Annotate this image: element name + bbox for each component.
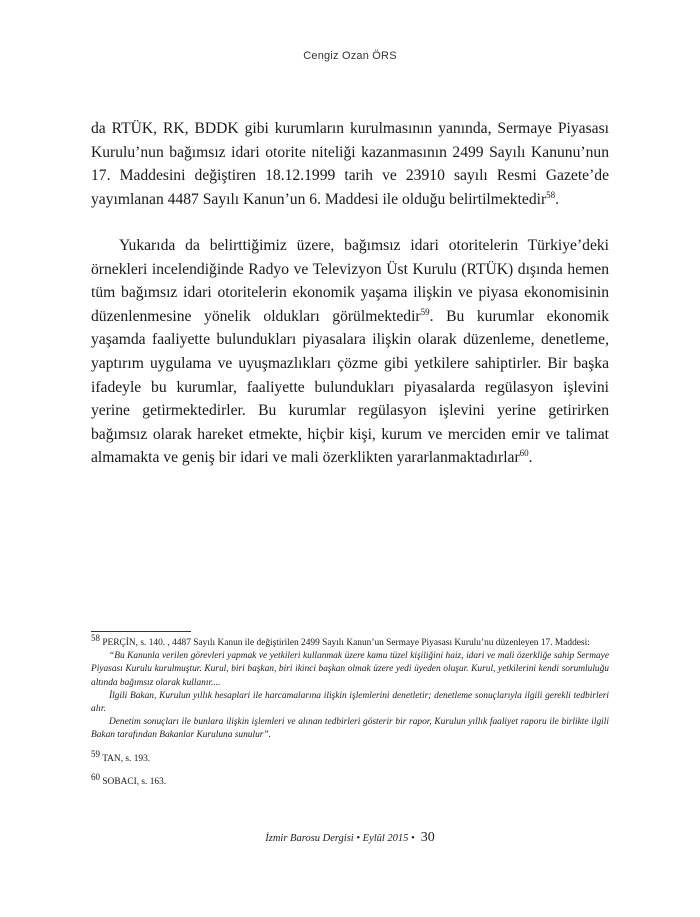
paragraph-1-text: da RTÜK, RK, BDDK gibi kurumların kurulmasının yanında, Sermaye Piyasası Kurulu’nun bağımsız idari otorite niteliği kazanmasının 2499 Sayılı Kanunu’nun 17. Maddesini değiştiren 18.12.1999 tarih ve 23910 sayılı Resmi Gazete’de yayımlanan 4487 Sayılı Kanun’un 6. Maddesi ile olduğu belirtilmektedir: [91, 120, 609, 208]
footnote-separator: [91, 631, 191, 632]
footnote-59: [91, 748, 609, 766]
paragraph-1: [91, 117, 609, 211]
paragraph-2-text-a: Yukarıda da belirttiğimiz üzere, bağımsız idari otoritelerin Türkiye’deki örnekleri incelendiğinde Radyo ve Televizyon Üst Kurulu (RTÜK) dışında hemen tüm bağımsız idari otoritelerin ekonomik yaşama ilişkin ve piyasa ekonomisinin düzenlenmesine yönelik oldukları görülmektedir: [91, 237, 609, 325]
page-number: 30: [420, 830, 435, 845]
footnote-ref-59: 59: [420, 306, 430, 317]
footnote-59-text: TAN, s. 193.: [102, 753, 151, 764]
page-footer: [0, 830, 700, 846]
journal-name: İzmir Barosu Dergisi • Eylül 2015 •: [265, 833, 415, 844]
footnote-60: [91, 771, 609, 789]
footnote-58-quote-2: İlgili Bakan, Kurulun yıllık hesaplari ile harcamalarına ilişkin işlemlerini denetletir; denetleme sonuçlarıyla ilgili gerekli tedbirleri alır.: [91, 690, 609, 715]
footnote-58-number: 58: [91, 632, 100, 643]
footnote-58-quote-1: “Bu Kanunla verilen görevleri yapmak ve yetkileri kullanmak üzere kamu tüzel kişiliğini haiz, idari ve mali özerkliğe sahip Sermaye Piyasası Kurulu kurulmuştur. Kurul, biri başkan, biri ikinci başkan olmak üzere yedi üyeden oluşur. Kurul, yetkilerini kendi sorumluluğu altında bağımsız olarak kullanır....: [91, 651, 609, 688]
paragraph-1-end: .: [555, 190, 560, 208]
footnote-ref-60: 60: [519, 448, 529, 459]
running-header: Cengiz Ozan ÖRS: [303, 50, 397, 62]
footnote-59-number: 59: [91, 748, 100, 759]
footnote-ref-58: 58: [546, 189, 556, 200]
footnote-60-text: SOBACI, s. 163.: [102, 776, 167, 787]
footnote-58: [91, 632, 609, 650]
paragraph-2-text-b: . Bu kurumlar ekonomik yaşamda faaliyette bulundukları piyasalara ilişkin olarak düzenleme, denetleme, yaptırım uygulama ve uyuşmazlıkları çözme gibi yetkilere sahiptirler. Bir başka ifadeyle bu kurumlar, faaliyette bulundukları piyasalarda regülasyon işlevini yerine getirmektedirler. Bu kurumlar regülasyon işlevini yerine getirirken bağımsız olarak hareket etmekte, hiçbir kişi, kurum ve merciden emir ve talimat almamakta ve geniş bir idari ve mali özerklikten yararlanmaktadırlar: [91, 307, 609, 467]
paragraph-2: [91, 234, 609, 470]
paragraph-2-end: .: [528, 449, 533, 467]
footnote-60-number: 60: [91, 771, 100, 782]
footnote-58-text: PERÇİN, s. 140. , 4487 Sayılı Kanun ile değiştirilen 2499 Sayılı Kanun’un Sermaye Piyasası Kurulu’nu düzenleyen 17. Maddesi:: [102, 638, 590, 648]
footnotes: [91, 632, 609, 789]
footnote-58-quote-3: Denetim sonuçları ile bunlara ilişkin işlemleri ve alınan tedbirleri gösterir bir rapor, Kurulun yıllık faaliyet raporu ile birlikte ilgili Bakan tarafından Bakanlar Kuruluna sunulur”.: [91, 717, 609, 741]
